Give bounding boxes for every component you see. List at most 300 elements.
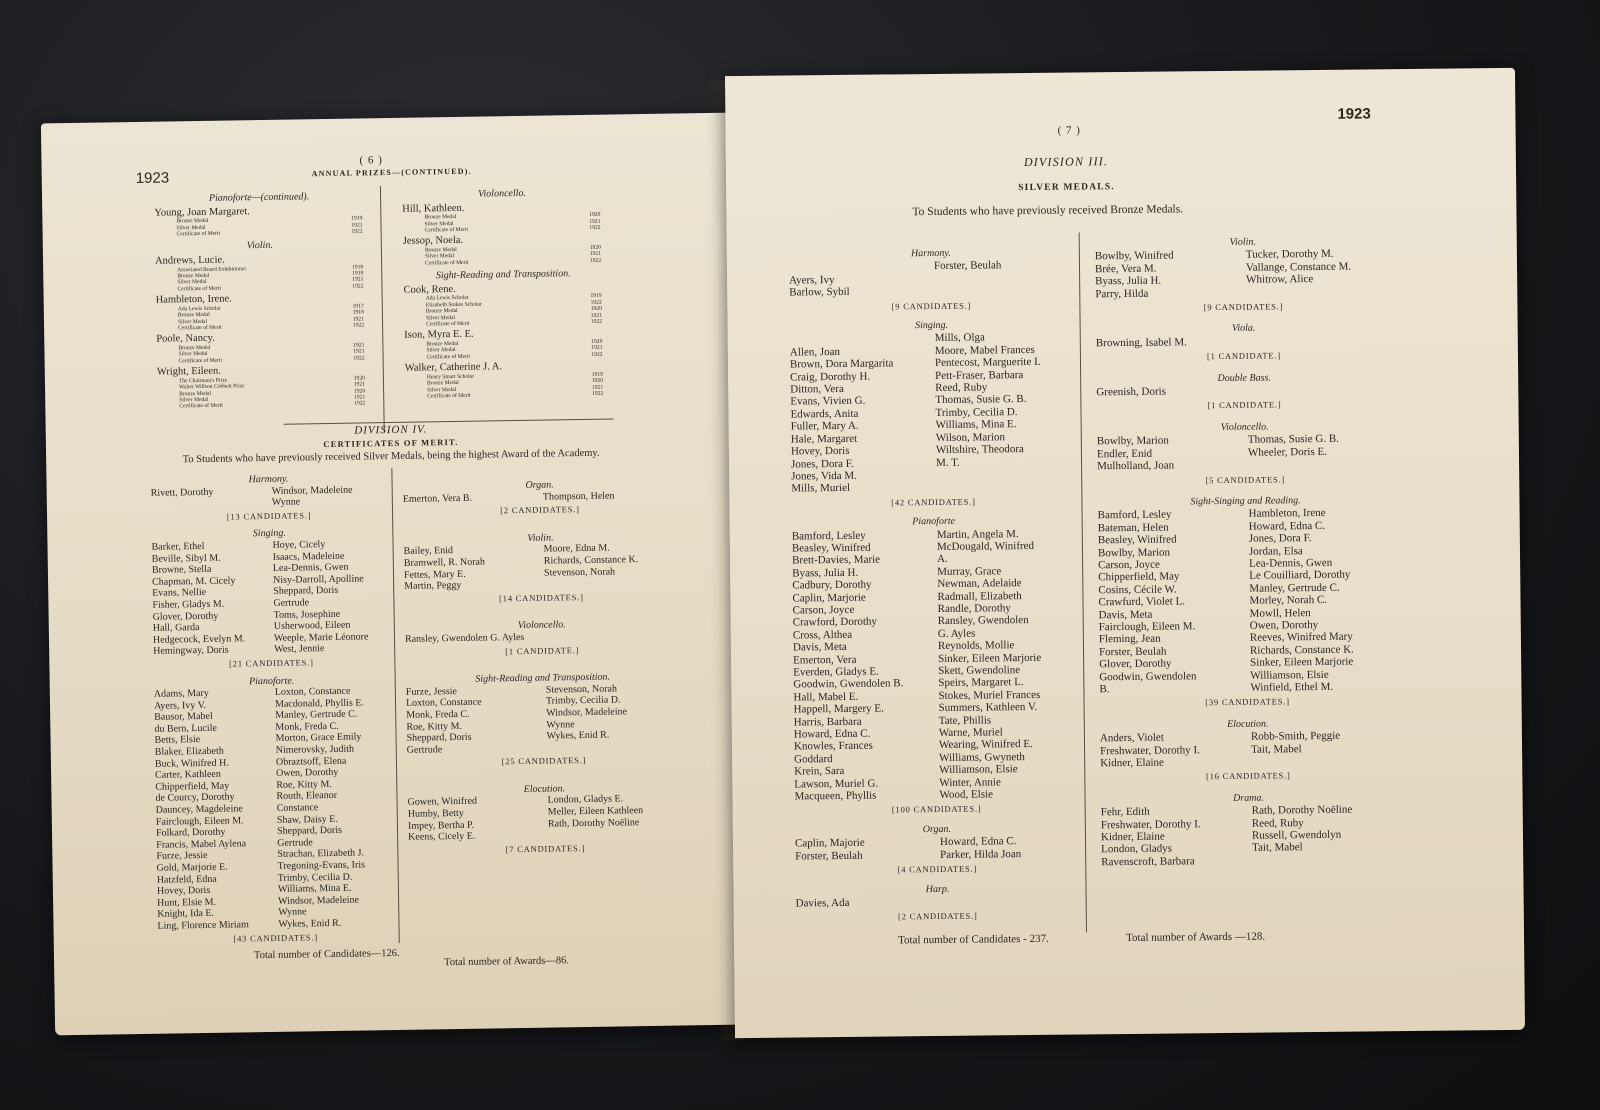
singing-heading: Singing.	[252, 528, 286, 540]
candidate-name: Vallange, Constance M.	[1245, 260, 1352, 274]
prize-winner-name: Jessop, Noela.	[402, 235, 464, 248]
candidate-name: Ransley, Gwendolen	[937, 614, 1029, 628]
candidate-name: Cadbury, Dorothy	[792, 578, 872, 592]
award-year: 1919	[352, 270, 364, 277]
candidate-name: Mowll, Helen	[1249, 606, 1311, 620]
award-year: 1921	[353, 381, 366, 388]
candidate-name: Humby, Betty	[407, 807, 464, 820]
award-title: Certificate of Merit	[176, 230, 221, 238]
award-year: 1922	[352, 283, 364, 290]
candidate-name: Fairclough, Eileen M.	[1098, 620, 1196, 634]
harp-candidates-count: [2 CANDIDATES.]	[897, 910, 978, 922]
candidate-name: Parker, Hilda Joan	[940, 847, 1022, 861]
award-title: Silver Medal	[424, 253, 455, 260]
award-title: Silver Medal	[426, 347, 456, 354]
prize-winner-name: Wright, Eileen.	[156, 365, 221, 378]
candidate-name: Reed, Ruby	[1251, 816, 1304, 830]
candidate-name: Obraztsoff, Elena	[275, 755, 347, 768]
candidate-name: Bausor, Mabel	[154, 711, 213, 724]
candidate-name: Roe, Kitty M.	[276, 778, 332, 791]
candidate-name: Williams, Mina E.	[935, 418, 1017, 432]
candidate-name: Usherwood, Eileen	[273, 619, 351, 633]
candidate-name: Reeves, Winifred Mary	[1249, 630, 1353, 645]
candidate-name: Gowen, Winifred	[407, 796, 478, 809]
award-year: 1922	[352, 322, 365, 329]
candidate-name: Morley, Norah C.	[1249, 594, 1328, 607]
double_bass-names	[1096, 383, 1392, 399]
candidate-name: Emerton, Vera	[793, 653, 857, 667]
candidate-name: Morton, Grace Emily	[275, 731, 362, 745]
candidate-name: Rivett, Dorothy	[150, 486, 214, 499]
award-title: Bronze Medal	[177, 272, 210, 280]
candidate-name: Furze, Jessie	[156, 850, 208, 863]
candidate-name: Byass, Julia H.	[1095, 274, 1162, 288]
candidate-name: West, Jennie	[274, 643, 325, 656]
award-year: 1920	[591, 338, 603, 345]
award-year: 1922	[354, 400, 366, 408]
candidate-name: Krein, Sara	[794, 765, 845, 778]
candidate-name: Hatzfeld, Edna	[156, 873, 217, 886]
candidate-name: Forster, Beulah	[795, 849, 863, 863]
prize-winner-name: Poole, Nancy.	[156, 333, 215, 346]
candidate-name: Meller, Eileen Kathleen	[547, 805, 644, 818]
candidate-name: Kidner, Elaine	[1100, 756, 1164, 770]
award-title: Ada Lewis Scholar	[177, 305, 221, 313]
candidate-name: Tregoning-Evans, Iris	[277, 859, 366, 872]
candidate-name: Knight, Ida E.	[157, 908, 215, 921]
candidate-name: Macqueen, Phyllis	[794, 789, 877, 803]
candidate-name: M. T.	[935, 456, 960, 469]
candidate-name: Fuller, Mary A.	[790, 420, 859, 433]
prize-winner-name: Cook, Rene.	[403, 283, 456, 296]
candidate-name: Nimerovsky, Judith	[275, 743, 355, 756]
prizes-right-column	[402, 183, 605, 401]
candidate-name: Caplin, Marjorie	[792, 591, 866, 605]
candidate-name: Gold, Marjorie E.	[156, 861, 228, 874]
candidate-name: Hedgecock, Evelyn M.	[152, 633, 246, 646]
candidate-name: Ayers, Ivy V.	[153, 699, 207, 712]
prizes-divider	[380, 186, 385, 432]
award-year: 1919	[591, 371, 603, 378]
elocution-names	[408, 793, 683, 844]
sight-heading: Sight-Singing and Reading.	[1190, 495, 1301, 508]
candidate-name: Craig, Dorothy H.	[790, 370, 871, 384]
candidate-name: Radmall, Elizabeth	[937, 589, 1022, 603]
candidate-name: Ling, Florence Miriam	[157, 919, 249, 932]
candidate-name: G. Ayles	[937, 627, 976, 640]
candidate-name: Nisy-Darroll, Apolline	[272, 573, 364, 586]
candidate-name: Caplin, Majorie	[794, 837, 865, 850]
candidate-name: Speirs, Margaret L.	[938, 676, 1024, 690]
candidate-name: Mulholland, Joan	[1097, 459, 1175, 473]
right-page-number: ( 7 )	[1057, 124, 1081, 137]
violin-names	[404, 542, 679, 593]
right-page	[725, 68, 1525, 1038]
candidate-name: Folkard, Dorothy	[155, 826, 226, 839]
candidate-name: Cross, Althea	[792, 628, 853, 642]
candidate-name: Fisher, Gladys M.	[152, 598, 225, 611]
award-title: Bronze Medal	[178, 344, 211, 352]
sight-candidates-count: [25 CANDIDATES.]	[501, 755, 587, 767]
sight-candidates-count: [39 CANDIDATES.]	[1205, 696, 1290, 708]
candidate-name: Richards, Constance K.	[543, 554, 639, 567]
candidate-name	[934, 284, 1073, 298]
award-title: Silver Medal	[178, 351, 208, 358]
award-year: 1922	[589, 224, 601, 231]
candidate-name: Greenish, Doris	[1096, 385, 1167, 399]
candidate-name: Wilson, Marion	[935, 430, 1006, 444]
award-title: Walter Willson Cobbett Prize	[178, 383, 245, 391]
candidate-name: Forster, Beulah	[1098, 645, 1167, 659]
award-year: 1920	[591, 377, 604, 385]
left-page	[41, 113, 745, 1036]
candidate-name: Impey, Bertha P.	[407, 819, 475, 832]
candidate-name: Wheeler, Doris E.	[1247, 445, 1327, 459]
violoncello-names	[1097, 432, 1393, 472]
award-title: Certificate of Merit	[178, 324, 222, 332]
candidate-name: Sheppard, Doris	[273, 585, 339, 598]
award-year: 1920	[353, 375, 365, 382]
prize-winner-name: Ison, Myra E. E.	[404, 329, 474, 342]
candidate-name: Constance	[276, 802, 319, 814]
candidate-name: Williamson, Elsie	[939, 763, 1018, 777]
award-year: 1922	[591, 351, 603, 358]
candidate-name: Beasley, Winifred	[1097, 533, 1177, 547]
candidate-name	[548, 828, 682, 842]
candidate-name: Rath, Dorothy Noëline	[1251, 803, 1353, 817]
candidate-name: Ditton, Vera	[790, 382, 844, 396]
candidate-name: Barlow, Sybil	[789, 286, 850, 299]
candidate-name: Strachan, Elizabeth J.	[277, 847, 365, 861]
violoncello-heading: Violoncello.	[1220, 421, 1269, 433]
right-year: 1923	[1337, 105, 1371, 123]
candidate-name	[545, 629, 679, 643]
candidate-name: Toms, Josephine	[273, 608, 341, 621]
candidate-name: London, Gladys	[1101, 842, 1173, 856]
award-title: Certificate of Merit	[178, 357, 223, 365]
candidate-name: Russell, Gwendolyn	[1251, 828, 1342, 842]
division-iii-divider	[1079, 232, 1087, 932]
award-title: Elizabeth Stokes Scholar	[425, 301, 482, 309]
candidate-name: Allen, Joan	[789, 345, 841, 359]
violoncello-heading: Violoncello.	[517, 619, 566, 632]
elocution-candidates-count: [16 CANDIDATES.]	[1205, 770, 1291, 782]
candidate-name: Pett-Fraser, Barbara	[935, 368, 1024, 382]
candidate-name: Brett-Davies, Marie	[792, 553, 881, 567]
harmony-heading: Harmony.	[910, 247, 951, 260]
sight-names	[406, 682, 681, 756]
candidate-name: Freshwater, Dorothy I.	[1100, 743, 1200, 757]
candidate-name: Bowlby, Winifred	[1094, 249, 1174, 263]
award-title: Bronze Medal	[176, 218, 209, 225]
award-year: 1920	[589, 244, 601, 251]
division-iv-right-column	[402, 462, 682, 858]
award-year: 1921	[589, 218, 601, 225]
candidate-name: Williams, Gwyneth	[939, 750, 1025, 764]
candidate-name: Furze, Jessie	[405, 685, 458, 698]
harmony-names	[789, 259, 1073, 299]
prize-section-heading: Violin.	[246, 240, 274, 252]
elocution-candidates-count: [7 CANDIDATES.]	[505, 842, 586, 855]
award-title: Certificate of Merit	[426, 320, 470, 328]
candidate-name: Browning, Isabel M.	[1095, 336, 1187, 350]
candidate-name: Mills, Muriel	[791, 482, 851, 495]
candidate-name: Monk, Freda C.	[406, 708, 470, 721]
candidate-name: Williams, Mina E.	[277, 882, 352, 896]
viola-names	[1096, 334, 1392, 350]
candidate-name: Jones, Vida M.	[791, 469, 857, 483]
candidate-name: Bowlby, Marion	[1097, 546, 1171, 559]
candidate-name: Lea-Dennis, Gwen	[272, 561, 349, 575]
candidate-name	[1246, 285, 1391, 299]
candidate-name: Rath, Dorothy Noëline	[547, 816, 640, 830]
candidate-name: Hunt, Elsie M.	[157, 896, 217, 909]
award-year: 1922	[351, 228, 363, 235]
award-year: 1920	[589, 211, 601, 219]
award-title: Silver Medal	[176, 224, 206, 231]
candidate-name: Francis, Mabel Aylena	[156, 838, 247, 851]
candidate-name: McDougald, Winifred	[936, 539, 1035, 553]
candidate-name: Williamson, Elsie	[1250, 668, 1329, 682]
candidate-name	[1252, 853, 1397, 867]
candidate-name: Hale, Margaret	[790, 432, 858, 446]
award-title: Henry Smart Scholar	[426, 373, 475, 381]
candidate-name: Shaw, Daisy E.	[276, 813, 338, 826]
award-year: 1921	[590, 312, 603, 319]
candidate-name: Windsor, Madeleine	[278, 894, 360, 907]
candidate-name: Keens, Cicely E.	[408, 830, 476, 844]
candidate-name: Fleming, Jean	[1098, 633, 1161, 646]
candidate-name: Hovey, Doris	[156, 885, 211, 897]
candidate-name: Warne, Muriel	[938, 726, 1003, 739]
candidate-name: Sinker, Eileen Marjorie	[938, 651, 1042, 665]
candidate-name: Wykes, Enid R.	[546, 729, 610, 742]
candidate-name: Stevenson, Norah	[545, 683, 618, 696]
candidate-name: Howard, Edna C.	[1248, 519, 1326, 533]
candidate-name	[544, 577, 678, 591]
candidate-name: Carson, Joyce	[1098, 558, 1160, 572]
award-year: 1919	[351, 215, 363, 222]
candidate-name: Thompson, Helen	[542, 490, 615, 503]
candidate-name: Manley, Gertrude C.	[1249, 581, 1340, 595]
award-title: Bronze Medal	[424, 214, 457, 221]
award-year: 1922	[589, 257, 602, 264]
candidate-name: B.	[1099, 683, 1110, 696]
award-title: Bronze Medal	[424, 246, 457, 254]
award-year: 1921	[353, 394, 366, 401]
candidate-name: Tait, Mabel	[1250, 742, 1302, 756]
candidate-name: du Bern, Lucile	[154, 722, 217, 735]
award-year: 1921	[352, 276, 364, 284]
elocution-heading: Elocution.	[1227, 718, 1269, 730]
prize-winner-name: Hill, Kathleen.	[402, 202, 465, 215]
candidate-name: Endler, Enid	[1096, 447, 1153, 460]
award-title: Certificate of Merit	[179, 403, 223, 410]
candidate-name: Wynne	[546, 718, 575, 731]
candidate-name: Goodwin, Gwendolen B.	[793, 677, 904, 691]
candidate-name: Gertrude	[273, 597, 310, 609]
candidate-name: Winfield, Ethel M.	[1250, 680, 1334, 694]
candidate-name: Wykes, Enid R.	[278, 917, 342, 930]
viola-heading: Viola.	[1231, 323, 1256, 335]
candidate-name: Brée, Vera M.	[1094, 262, 1157, 276]
organ-names	[795, 835, 1079, 863]
candidate-name: Tucker, Dorothy M.	[1245, 248, 1334, 262]
candidate-name: Wynne	[278, 906, 307, 919]
candidate-name: Parry, Hilda	[1095, 287, 1149, 300]
candidate-name: Blaker, Elizabeth	[154, 745, 224, 758]
candidate-name: Jones, Dora F.	[1248, 532, 1312, 545]
candidate-name: Le Couilliard, Dorothy	[1249, 568, 1351, 583]
candidate-name: Gertrude	[277, 837, 313, 849]
award-title: Silver Medal	[179, 396, 209, 404]
singing-heading: Singing.	[915, 319, 949, 332]
candidate-name: Lawson, Muriel G.	[794, 777, 879, 791]
pianoforte-heading: Pianoforte	[912, 515, 956, 528]
harmony-names	[151, 484, 387, 511]
candidate-name	[1247, 334, 1392, 348]
candidate-name: Randle, Dorothy	[937, 602, 1011, 615]
candidate-name: Ayers, Ivy	[789, 273, 835, 287]
candidate-name: Winter, Annie	[939, 775, 1001, 789]
candidate-name: Robb-Smith, Peggie	[1250, 729, 1341, 743]
candidate-name: A.	[936, 553, 948, 566]
candidate-name: Loxton, Constance	[405, 696, 482, 710]
candidate-name: Bowlby, Marion	[1096, 434, 1169, 448]
prize-section-heading: Violoncello.	[478, 187, 527, 200]
award-title: Bronze Medal	[179, 390, 212, 397]
violoncello-candidates-count: [1 CANDIDATE.]	[505, 644, 580, 656]
division-iii-right-column	[1095, 225, 1398, 868]
candidate-name: Bamford, Lesley	[791, 529, 866, 543]
candidate-name: Tait, Mabel	[1252, 841, 1303, 855]
violoncello-candidates-count: [5 CANDIDATES.]	[1205, 473, 1286, 485]
candidate-name: Monk, Freda C.	[275, 720, 339, 733]
candidate-name: Cosins, Cécile W.	[1098, 583, 1177, 597]
division-iii-left-column	[789, 239, 1080, 925]
award-year: 1922	[591, 390, 604, 397]
award-year: 1920	[590, 305, 602, 313]
candidate-name: Forster, Beulah	[933, 259, 1002, 273]
left-total-candidates: Total number of Candidates—126.	[253, 947, 400, 962]
candidate-name: Owen, Dorothy	[1249, 618, 1319, 632]
candidate-name: Ravenscroft, Barbara	[1101, 855, 1195, 869]
candidate-name: Goddard	[794, 752, 833, 766]
singing-names	[151, 538, 389, 658]
candidate-name: Freshwater, Dorothy I.	[1100, 817, 1201, 831]
prize-winner-name: Hambleton, Irene.	[155, 293, 232, 306]
candidate-name: Byass, Julia H.	[792, 566, 859, 580]
candidate-name: Richards, Constance K.	[1249, 643, 1354, 657]
candidate-name: Weeple, Marie Léonore	[273, 631, 369, 644]
candidate-name: Sheppard, Doris	[406, 731, 472, 744]
organ-heading: Organ.	[525, 479, 554, 491]
candidate-name	[941, 894, 1080, 908]
harp-heading: Harp.	[925, 883, 950, 895]
organ-candidates-count: [4 CANDIDATES.]	[897, 863, 978, 875]
harmony-heading: Harmony.	[248, 473, 289, 486]
candidate-name: Stokes, Muriel Frances	[938, 688, 1041, 702]
award-title: Bronze Medal	[177, 312, 210, 319]
award-title: Bronze Medal	[425, 308, 458, 315]
elocution-names	[1100, 729, 1396, 769]
candidate-name: Manley, Gertrude C.	[275, 708, 358, 722]
candidate-name: Loxton, Constance	[274, 685, 351, 698]
candidate-name: Fairclough, Eileen M.	[155, 815, 244, 828]
award-year: 1922	[590, 318, 603, 325]
violin-candidates-count: [9 CANDIDATES.]	[1203, 301, 1284, 313]
drama-names	[1101, 803, 1398, 868]
division-iii-title: DIVISION III.	[1023, 154, 1109, 170]
division-iii-intro: To Students who have previously received Bronze Medals.	[912, 203, 1184, 219]
left-page-number: ( 6 )	[359, 154, 383, 167]
candidate-name: Pentecost, Marguerite I.	[934, 356, 1041, 370]
prize-section-heading: Sight-Reading and Transposition.	[435, 268, 571, 282]
candidate-name: Crawford, Dorothy	[792, 615, 878, 629]
candidate-name: Hemingway, Doris	[153, 644, 229, 658]
violin-heading: Violin.	[1229, 236, 1256, 248]
candidate-name: Mills, Olga	[934, 331, 985, 345]
candidate-name: Reed, Ruby	[935, 381, 988, 395]
candidate-name: de Courcy, Dorothy	[155, 791, 235, 805]
pianoforte-names	[792, 527, 1079, 803]
candidate-name: Davis, Meta	[1098, 608, 1153, 621]
organ-heading: Organ.	[922, 823, 952, 836]
candidate-name	[547, 740, 681, 754]
candidate-name: Wiltshire, Theodora	[935, 443, 1024, 457]
division-iv-intro: To Students who have previously received Silver Medals, being the highest Award of the Academy.	[182, 447, 600, 466]
candidate-name: Trimby, Cecilia D.	[277, 871, 353, 884]
candidate-name: Carter, Kathleen	[155, 768, 221, 782]
award-title: Certificate of Merit	[426, 353, 471, 361]
candidate-name: Windsor, Madeleine	[546, 706, 628, 719]
candidate-name: Bailey, Enid	[403, 545, 454, 558]
candidate-name	[1248, 457, 1393, 471]
award-year: 1920	[353, 388, 366, 395]
candidate-name: Wynne	[271, 496, 301, 509]
pianoforte-heading: Pianoforte.	[248, 675, 295, 687]
candidate-name: Dauncey, Magdeleine	[155, 803, 243, 816]
candidate-name: Moore, Mabel Frances	[934, 343, 1035, 357]
award-year: 1921	[589, 251, 602, 258]
award-title: Silver Medal	[424, 220, 454, 228]
candidate-name: Knowles, Frances	[793, 740, 873, 753]
candidate-name: Edwards, Anita	[790, 407, 859, 421]
harp-names	[796, 894, 1080, 909]
sight-heading: Sight-Reading and Transposition.	[475, 671, 611, 685]
right-total-awards: Total number of Awards —128.	[1125, 930, 1266, 945]
candidate-name: Evans, Vivien G.	[790, 395, 866, 408]
candidate-name: Carson, Joyce	[792, 603, 855, 617]
candidate-name: Isaacs, Madeleine	[272, 550, 345, 563]
candidate-name: Glover, Dorothy	[152, 610, 219, 623]
candidate-name: Stevenson, Norah	[543, 566, 616, 579]
candidate-name	[151, 497, 266, 510]
candidate-name: Hambleton, Irene	[1248, 507, 1326, 521]
singing-names	[790, 331, 1076, 495]
silver-medals: SILVER MEDALS.	[1018, 182, 1115, 194]
candidate-name: Tate, Phillis	[938, 714, 992, 727]
candidate-name: Evans, Nellie	[152, 587, 207, 600]
candidate-name: Sinker, Eileen Marjorie	[1250, 655, 1354, 669]
division-iv-left-column	[150, 466, 393, 946]
division-iv-title: DIVISION IV.	[354, 423, 428, 437]
elocution-heading: Elocution.	[523, 783, 566, 795]
candidate-name: Wood, Elsie	[939, 788, 994, 802]
candidate-name: Davies, Ada	[795, 896, 850, 910]
candidate-name: Wearing, Winifred E.	[938, 738, 1033, 752]
award-title: Ada Lewis Scholar	[425, 295, 469, 302]
